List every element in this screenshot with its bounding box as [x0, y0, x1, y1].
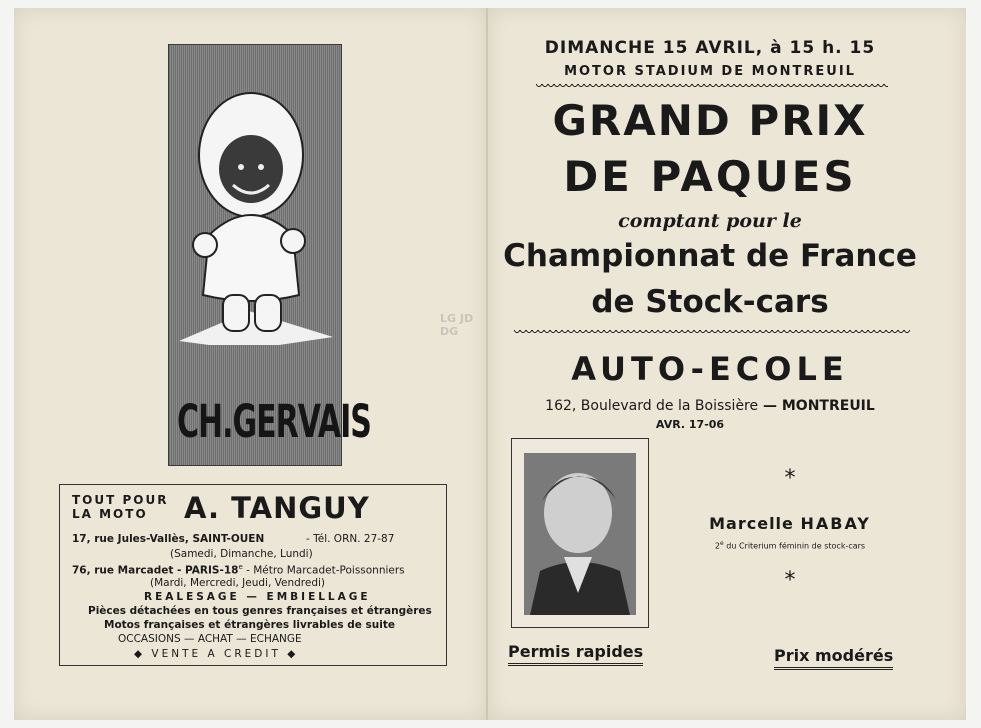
parts-line: Pièces détachées en tous genres françaises et étrangères	[88, 605, 432, 617]
championship-line-2: de Stock-cars	[591, 284, 829, 320]
star-divider-2: *	[784, 568, 796, 593]
portrait-photo	[524, 453, 636, 615]
tanguy-tagline	[72, 493, 168, 521]
gervais-advertisement	[168, 44, 371, 466]
counting-line: comptant pour le	[618, 210, 802, 232]
event-date: DIMANCHE 15 AVRIL, à 15 h. 15	[544, 38, 876, 58]
phone-1: - Tél. ORN. 27-87	[306, 533, 395, 545]
auto-ecole-phone: AVR. 17-06	[655, 418, 725, 431]
diamond-icon: ◆	[287, 648, 299, 660]
hours-1: (Samedi, Dimanche, Lundi)	[170, 548, 313, 560]
hours-2: (Mardi, Mercredi, Jeudi, Vendredi)	[150, 577, 326, 589]
title-line-2: DE PAQUES	[563, 152, 857, 201]
vente-line: ◆ VENTE A CREDIT ◆	[134, 648, 299, 660]
tanguy-name: A. TANGUY	[184, 491, 370, 525]
portrait-frame	[511, 438, 649, 628]
prix-moderes: Prix modérés	[774, 646, 893, 665]
auto-ecole-name: AUTO-ECOLE	[571, 350, 849, 388]
wavy-divider-bottom	[514, 330, 910, 336]
wavy-divider-top	[536, 84, 888, 90]
gervais-logo: CH.GERVAIS	[177, 396, 371, 449]
star-divider-1: *	[784, 466, 796, 491]
tagline-line-1: TOUT POUR	[72, 493, 169, 507]
services: REALESAGE — EMBIELLAGE	[144, 591, 371, 603]
championship-line-1: Championnat de France	[503, 238, 917, 274]
title-line-1: GRAND PRIX	[552, 96, 868, 145]
library-stamp: LG JD DG	[440, 312, 474, 338]
tagline-line-2: LA MOTO	[72, 507, 148, 521]
person-name: Marcelle HABAY	[709, 514, 871, 533]
event-venue: MOTOR STADIUM DE MONTREUIL	[564, 64, 856, 79]
address-2: 76, rue Marcadet - PARIS-18e - Métro Marcadet-Poissonniers	[72, 563, 405, 577]
permis-rapides: Permis rapides	[508, 642, 643, 661]
tanguy-advertisement	[59, 484, 447, 666]
auto-ecole-address: 162, Boulevard de la Boissière — MONTREUIL	[545, 398, 875, 414]
person-description: 2e du Criterium féminin de stock-cars	[714, 540, 866, 551]
motos-line: Motos françaises et étrangères livrables de suite	[104, 619, 396, 631]
occasions-line: OCCASIONS — ACHAT — ECHANGE	[118, 633, 302, 645]
diamond-icon: ◆	[134, 648, 146, 660]
address-1: 17, rue Jules-Vallès, SAINT-OUEN	[72, 533, 265, 545]
